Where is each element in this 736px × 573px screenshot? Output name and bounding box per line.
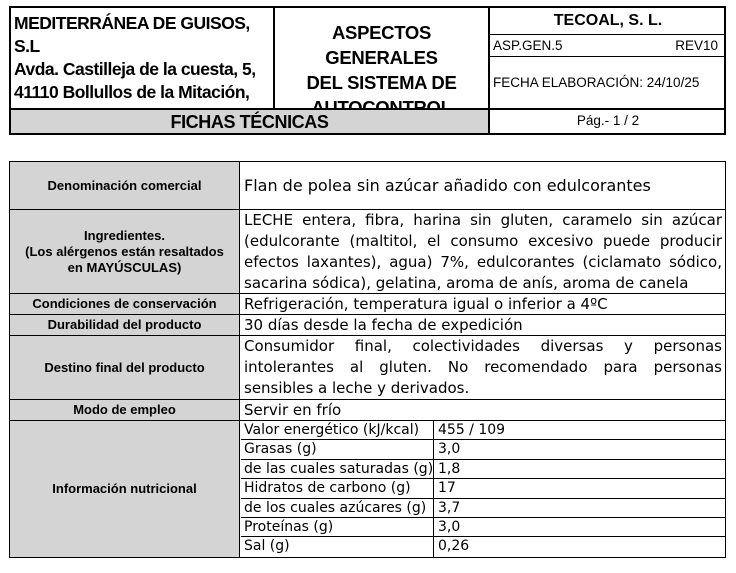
final-destination: Consumidor final, colectividades diversas y personas intolerantes al gluten. No recomendado para personas sensibles a leche y derivados.	[244, 337, 722, 397]
nutrition-row	[241, 537, 725, 556]
product-spec-table	[9, 161, 726, 558]
nutrition-row	[241, 479, 725, 498]
ingredients-text: LECHE entera, fibra, harina sin gluten, caramelo sin azúcar (edulcorante (maltitol, el consumo excesivo puede producir efectos laxantes), agua) 7%, edulcorantes (ciclamato sódico, sacarina sódica), gelatina, aroma de anís, aroma de canela	[244, 211, 722, 292]
nutrient-name: de las cuales saturadas (g)	[241, 460, 434, 478]
nutrition-row	[241, 421, 725, 440]
usage-mode: Servir en frío	[244, 401, 342, 419]
nutrient-value: 455 / 109	[438, 422, 506, 438]
table-row	[10, 210, 725, 294]
row-label: Destino final del producto	[10, 336, 240, 399]
row-label: Denominación comercial	[10, 162, 240, 209]
shelf-life: 30 días desde la fecha de expedición	[244, 316, 523, 334]
nutrient-name: de los cuales azúcares (g)	[241, 499, 434, 517]
nutrition-row	[241, 460, 725, 479]
company-line: 41110 Bollullos de la Mitación,	[14, 82, 250, 102]
nutrition-row	[241, 518, 725, 537]
elaboration-date: FECHA ELABORACIÓN: 24/10/25	[493, 75, 700, 90]
row-label: Durabilidad del producto	[10, 315, 240, 335]
document-header	[9, 6, 726, 135]
company-line: MEDITERRÁNEA DE GUISOS, S.L	[14, 13, 250, 56]
table-row	[10, 162, 725, 210]
nutrient-value: 3,0	[438, 441, 461, 458]
table-row	[10, 336, 725, 400]
nutrient-value: 17	[438, 480, 456, 497]
company-address	[11, 8, 275, 108]
page-number: Pág.- 1 / 2	[490, 108, 726, 133]
revision: REV10	[675, 38, 718, 53]
company-line: Avda. Castilleja de la cuesta, 5,	[14, 59, 256, 79]
table-row	[10, 400, 725, 421]
nutrition-row	[241, 499, 725, 518]
nutrient-value: 1,8	[438, 460, 461, 477]
document-title	[275, 8, 490, 108]
nutrient-value: 0,26	[438, 538, 470, 555]
row-label: Información nutricional	[10, 421, 240, 557]
right-company-name: TECOAL, S. L.	[490, 8, 726, 35]
nutrient-value: 3,0	[438, 519, 461, 535]
nutrient-value: 3,7	[438, 499, 461, 516]
nutrition-row	[241, 440, 725, 459]
section-title: FICHAS TÉCNICAS	[11, 108, 490, 133]
label-line: (Los alérgenos están resaltados	[25, 243, 224, 259]
row-label: Condiciones de conservación	[10, 294, 240, 314]
table-row	[10, 294, 725, 315]
doc-code-row	[490, 35, 726, 57]
storage-conditions: Refrigeración, temperatura igual o inferior a 4ºC	[244, 295, 608, 313]
nutrition-table	[241, 421, 725, 557]
doc-code: ASP.GEN.5	[493, 38, 563, 53]
nutrient-name: Grasas (g)	[241, 440, 434, 458]
row-label: Modo de empleo	[10, 400, 240, 420]
document-meta	[490, 8, 726, 108]
table-row	[10, 315, 725, 336]
table-row	[10, 421, 725, 557]
nutrient-name: Sal (g)	[241, 537, 434, 556]
product-name: Flan de polea sin azúcar añadido con edulcorantes	[244, 176, 651, 195]
nutrient-name: Valor energético (kJ/kcal)	[241, 421, 434, 439]
row-label	[10, 210, 240, 293]
title-line: ASPECTOS GENERALES	[325, 22, 438, 68]
label-line: en MAYÚSCULAS)	[67, 259, 182, 275]
title-line: DEL SISTEMA DE	[306, 72, 457, 93]
nutrient-name: Proteínas (g)	[241, 518, 434, 536]
label-line: Ingredientes.	[84, 227, 165, 243]
nutrient-name: Hidratos de carbono (g)	[241, 479, 434, 497]
